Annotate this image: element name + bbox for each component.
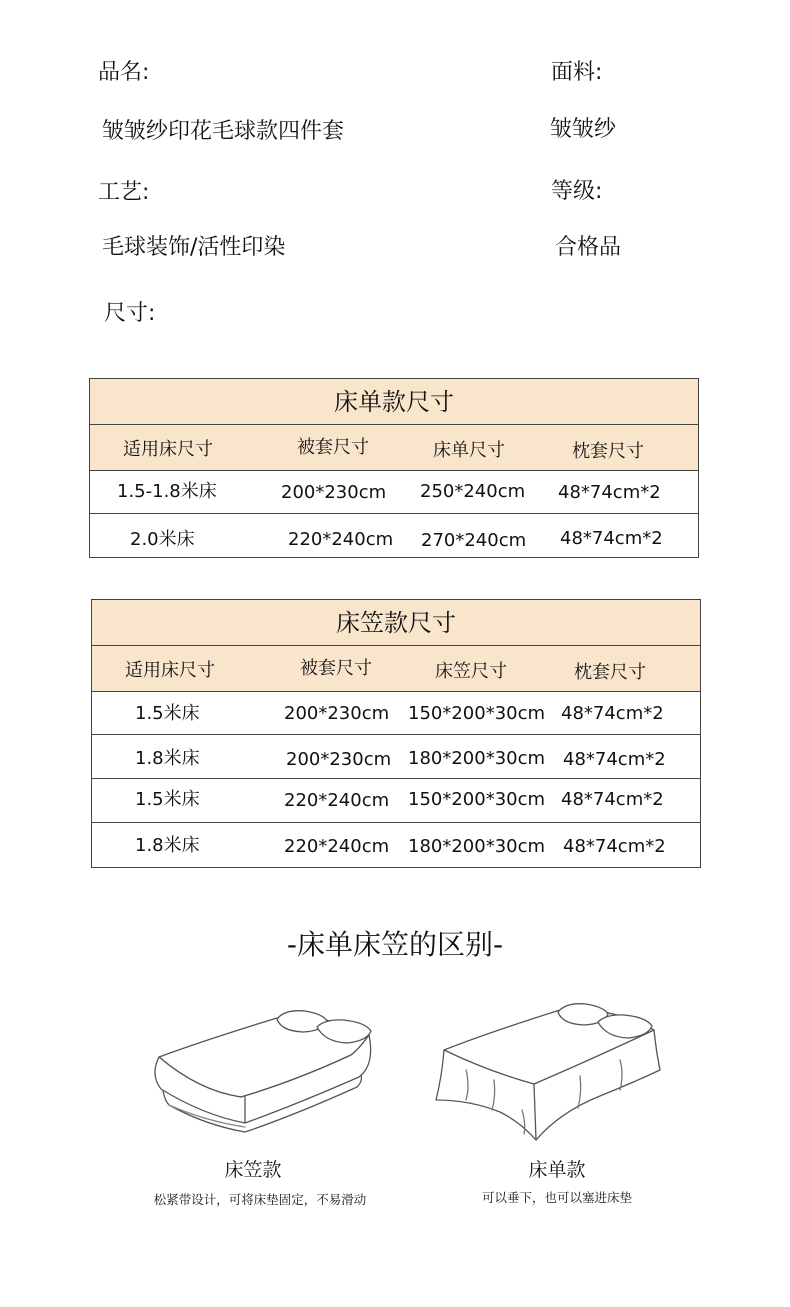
fitted-size-table (91, 599, 701, 868)
fabric-value: 皱皱纱 (550, 117, 617, 142)
table-cell: 220*240cm (284, 790, 390, 811)
fitted-sheet-illustration (145, 1005, 385, 1155)
table-cell: 48*74cm*2 (561, 703, 664, 724)
table-cell: 1.5米床 (135, 789, 200, 810)
table-row (92, 823, 700, 868)
fitted-sheet-name: 床笠款 (224, 1159, 282, 1181)
table-cell: 270*240cm (421, 530, 527, 551)
fabric-label: 面料: (551, 60, 603, 85)
table-cell: 48*74cm*2 (563, 749, 666, 770)
header-cell: 适用床尺寸 (125, 660, 215, 681)
header-cell: 适用床尺寸 (123, 439, 213, 460)
table-cell: 200*230cm (286, 749, 392, 770)
table-row (92, 779, 700, 823)
header-cell: 被套尺寸 (297, 437, 369, 458)
sheet-table-header (90, 425, 698, 471)
sheet-table-title: 床单款尺寸 (90, 379, 698, 425)
fitted-sheet-description: 松紧带设计，可将床垫固定，不易滑动 (153, 1192, 367, 1207)
difference-title: -床单床笠的区别- (286, 928, 504, 961)
product-name-label: 品名: (98, 60, 150, 85)
table-cell: 48*74cm*2 (563, 836, 666, 857)
table-cell: 48*74cm*2 (561, 789, 664, 810)
craft-label: 工艺: (98, 180, 150, 205)
table-row (90, 514, 698, 558)
size-label: 尺寸: (104, 301, 156, 326)
table-cell: 250*240cm (420, 481, 526, 502)
table-cell: 1.5-1.8米床 (117, 481, 217, 502)
grade-label: 等级: (551, 179, 603, 204)
header-cell: 床笠尺寸 (435, 661, 507, 682)
table-cell: 1.5米床 (135, 703, 200, 724)
table-cell: 48*74cm*2 (560, 528, 663, 549)
table-cell: 180*200*30cm (408, 836, 546, 857)
table-cell: 48*74cm*2 (558, 482, 661, 503)
fitted-table-header (92, 646, 700, 692)
table-cell: 180*200*30cm (408, 748, 546, 769)
table-row (90, 471, 698, 514)
flat-sheet-description: 可以垂下，也可以塞进床垫 (481, 1190, 632, 1205)
table-cell: 150*200*30cm (408, 789, 546, 810)
table-row (92, 692, 700, 735)
header-cell: 床单尺寸 (433, 440, 505, 461)
header-cell: 枕套尺寸 (572, 441, 644, 462)
table-cell: 220*240cm (288, 529, 394, 550)
table-cell: 200*230cm (284, 703, 390, 724)
table-row (92, 735, 700, 779)
grade-value: 合格品 (555, 235, 622, 260)
flat-sheet-illustration (430, 1000, 670, 1150)
table-cell: 220*240cm (284, 836, 390, 857)
craft-value: 毛球装饰/活性印染 (102, 235, 286, 260)
table-cell: 1.8米床 (135, 835, 200, 856)
fitted-table-title: 床笠款尺寸 (92, 600, 700, 646)
table-cell: 150*200*30cm (408, 703, 546, 724)
table-cell: 200*230cm (281, 482, 387, 503)
product-name-value: 皱皱纱印花毛球款四件套 (102, 119, 345, 144)
table-cell: 2.0米床 (130, 529, 195, 550)
table-cell: 1.8米床 (135, 748, 200, 769)
header-cell: 枕套尺寸 (574, 662, 646, 683)
sheet-size-table (89, 378, 699, 558)
flat-sheet-name: 床单款 (528, 1159, 586, 1181)
header-cell: 被套尺寸 (300, 658, 372, 679)
